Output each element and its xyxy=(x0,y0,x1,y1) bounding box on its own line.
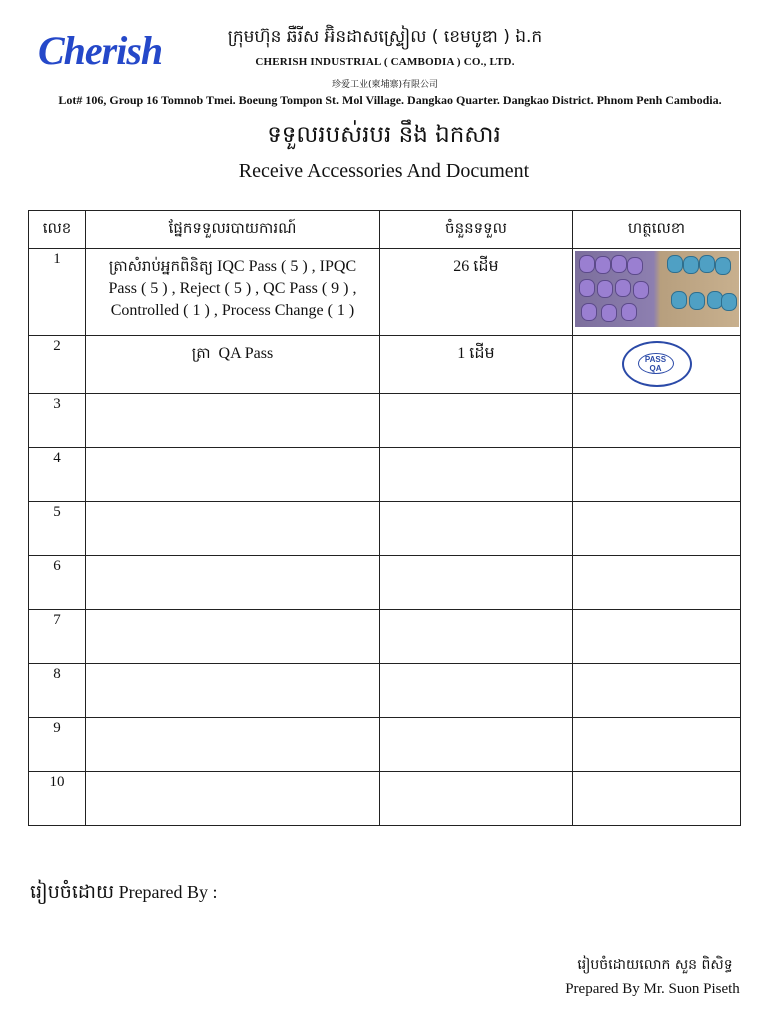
row-signature xyxy=(573,336,741,394)
table-row xyxy=(29,610,741,664)
row-signature xyxy=(573,249,741,336)
table-row xyxy=(29,336,741,394)
row-number: 7 xyxy=(29,610,86,664)
prepared-by-label-khmer: រៀបចំដោយ xyxy=(30,881,115,903)
table-row xyxy=(29,448,741,502)
company-name-khmer: ក្រុមហ៊ុន ឆឺរីស អ៊ិនដាសស្ទ្រៀល ( ខេមបូឌា ) ឯ.ក xyxy=(227,27,543,47)
prepared-by-label xyxy=(30,880,218,908)
row-number: 9 xyxy=(29,718,86,772)
row-number: 5 xyxy=(29,502,86,556)
row-number: 6 xyxy=(29,556,86,610)
table-row xyxy=(29,664,741,718)
table-row xyxy=(29,772,741,826)
row-description-khmer: ត្រាសំរាប់អ្នកពិនិត្យ xyxy=(108,257,214,275)
row-description xyxy=(86,336,380,394)
table-row xyxy=(29,556,741,610)
table-row xyxy=(29,249,741,336)
row-quantity: 26 ដើម xyxy=(380,249,573,336)
receive-table xyxy=(28,210,741,826)
column-header-receiver: ផ្នែកទទួលរបាយការណ៍ xyxy=(86,211,380,249)
row-number: 1 xyxy=(29,249,86,336)
document-title-khmer: ទទួលរបស់របរ នឹង ឯកសារ xyxy=(267,122,501,148)
row-description xyxy=(86,249,380,336)
column-header-signature: ហត្ថលេខា xyxy=(573,211,741,249)
table-header-row xyxy=(29,211,741,249)
qa-pass-stamp: PASS QA xyxy=(622,341,692,387)
stamps-photo xyxy=(575,251,739,327)
column-header-quantity: ចំនួនទទួល xyxy=(380,211,573,249)
row-description-text: IQC Pass ( 5 ) , IPQC Pass ( 5 ) , Reject ( 5 ) , QC Pass ( 9 ) , Controlled ( 1 ) , Process Change ( 1 ) xyxy=(108,258,357,319)
company-address: Lot# 106, Group 16 Tomnob Tmei. Boeung Tompon St. Mol Village. Dangkao Quarter. Dangkao District. Phnom Penh Cambodia. xyxy=(58,93,722,107)
row-description-text: QA Pass xyxy=(218,345,274,362)
column-header-number: លេខ xyxy=(29,211,86,249)
prepared-by-label-english: Prepared By : xyxy=(118,882,218,902)
company-name-english: CHERISH INDUSTRIAL ( CAMBODIA ) CO., LTD. xyxy=(255,56,515,68)
table-row xyxy=(29,718,741,772)
row-number: 4 xyxy=(29,448,86,502)
table-row xyxy=(29,502,741,556)
row-number: 3 xyxy=(29,394,86,448)
row-number: 2 xyxy=(29,336,86,394)
row-number: 10 xyxy=(29,772,86,826)
row-quantity: 1 ដើម xyxy=(380,336,573,394)
row-number: 8 xyxy=(29,664,86,718)
document-title-english: Receive Accessories And Document xyxy=(238,160,530,182)
company-name-chinese: 珍爱工业(柬埔寨)有限公司 xyxy=(331,80,439,90)
row-description-khmer: ត្រា xyxy=(191,344,211,362)
table-row xyxy=(29,394,741,448)
prepared-by-name-english: Prepared By Mr. Suon Piseth xyxy=(565,981,740,997)
prepared-by-name-khmer: រៀបចំដោយលោក សួន ពិសិទ្ធ xyxy=(577,957,733,973)
company-logo: Cherish xyxy=(38,28,163,73)
